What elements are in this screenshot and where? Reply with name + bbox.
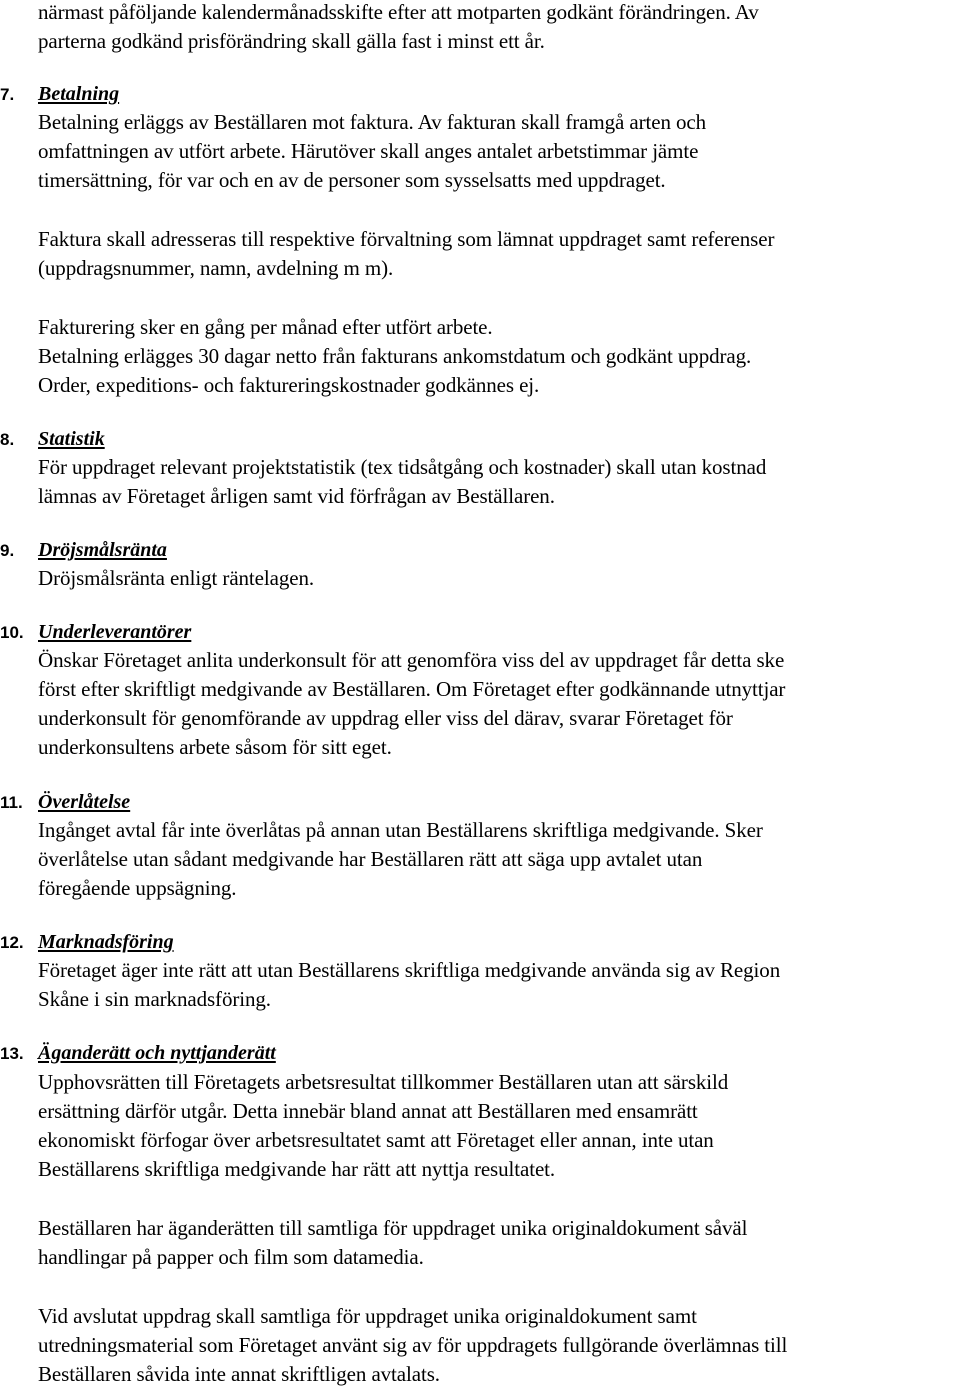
section-text-line: Önskar Företaget anlita underkonsult för att genomföra viss del av uppdraget får detta ske <box>38 648 785 672</box>
section-text-line: Beställaren har äganderätten till samtliga för uppdraget unika originaldokument såväl <box>38 1216 748 1240</box>
section-number: 11. <box>0 793 23 812</box>
section-text-line: Skåne i sin marknadsföring. <box>38 987 271 1011</box>
section-text-line: Ingånget avtal får inte överlåtas på annan utan Beställarens skriftliga medgivande. Sker <box>38 818 763 842</box>
section-text-line: Betalning erläggs av Beställaren mot faktura. Av fakturan skall framgå arten och <box>38 110 707 134</box>
section-number: 13. <box>0 1044 24 1063</box>
section-number: 9. <box>0 541 15 560</box>
section-title: Dröjsmålsränta <box>38 539 167 561</box>
section-text-line: ekonomiskt förfogar över arbetsresultatet samt att Företaget eller annan, inte utan <box>38 1128 714 1152</box>
section-text-line: timersättning, för var och en av de personer som sysselsatts med uppdraget. <box>38 168 666 192</box>
intro-line: parterna godkänd prisförändring skall gälla fast i minst ett år. <box>38 29 545 53</box>
section-text-line: Dröjsmålsränta enligt räntelagen. <box>38 566 315 590</box>
section-text-line: För uppdraget relevant projektstatistik (tex tidsåtgång och kostnader) skall utan kostnad <box>38 455 767 479</box>
section-text-line: underkonsultens arbete såsom för sitt eget. <box>38 735 392 759</box>
section-number: 12. <box>0 933 24 952</box>
section-text-line: lämnas av Företaget årligen samt vid förfrågan av Beställaren. <box>38 484 555 508</box>
section-text-line: Betalning erlägges 30 dagar netto från fakturans ankomstdatum och godkänt uppdrag. <box>38 344 752 368</box>
section-number: 10. <box>0 623 24 642</box>
section-text-line: Företaget äger inte rätt att utan Beställarens skriftliga medgivande använda sig av Region <box>38 958 781 982</box>
section-title: Statistik <box>38 428 105 450</box>
section-text-line: omfattningen av utfört arbete. Härutöver skall anges antalet arbetstimmar jämte <box>38 139 699 163</box>
section-text-line: Upphovsrätten till Företagets arbetsresultat tillkommer Beställaren utan att särskild <box>38 1070 729 1094</box>
intro-line: närmast påföljande kalendermånadsskifte efter att motparten godkänt förändringen. Av <box>38 0 759 24</box>
section-text-line: (uppdragsnummer, namn, avdelning m m). <box>38 256 394 280</box>
section-text-line: ersättning därför utgår. Detta innebär bland annat att Beställaren med ensamrätt <box>38 1099 698 1123</box>
section-text-line: Order, expeditions- och faktureringskostnader godkännes ej. <box>38 373 540 397</box>
section-title: Betalning <box>38 83 120 105</box>
section-text-line: överlåtelse utan sådant medgivande har Beställaren rätt att säga upp avtalet utan <box>38 847 703 871</box>
section-text-line: Beställarens skriftliga medgivande har rätt att nyttja resultatet. <box>38 1157 556 1181</box>
section-text-line: Beställaren såvida inte annat skriftligen avtalats. <box>38 1362 440 1386</box>
section-text-line: handlingar på papper och film som datamedia. <box>38 1245 424 1269</box>
section-text-line: Faktura skall adresseras till respektive förvaltning som lämnat uppdraget samt referenser <box>38 227 775 251</box>
section-number: 8. <box>0 430 15 449</box>
section-text-line: Vid avslutat uppdrag skall samtliga för uppdraget unika originaldokument samt <box>38 1304 697 1328</box>
section-title: Överlåtelse <box>38 791 131 813</box>
section-text-line: Fakturering sker en gång per månad efter utfört arbete. <box>38 315 493 339</box>
section-number: 7. <box>0 85 15 104</box>
section-title: Underleverantörer <box>38 621 192 643</box>
section-title: Äganderätt och nyttjanderätt <box>38 1042 276 1064</box>
section-text-line: föregående uppsägning. <box>38 876 237 900</box>
section-title: Marknadsföring <box>38 931 174 953</box>
section-text-line: underkonsult för genomförande av uppdrag eller viss del därav, svarar Företaget för <box>38 706 733 730</box>
section-text-line: utredningsmaterial som Företaget använt sig av för uppdragets fullgörande överlämnas till <box>38 1333 788 1357</box>
section-text-line: först efter skriftligt medgivande av Beställaren. Om Företaget efter godkännande utnyttjar <box>38 677 786 701</box>
